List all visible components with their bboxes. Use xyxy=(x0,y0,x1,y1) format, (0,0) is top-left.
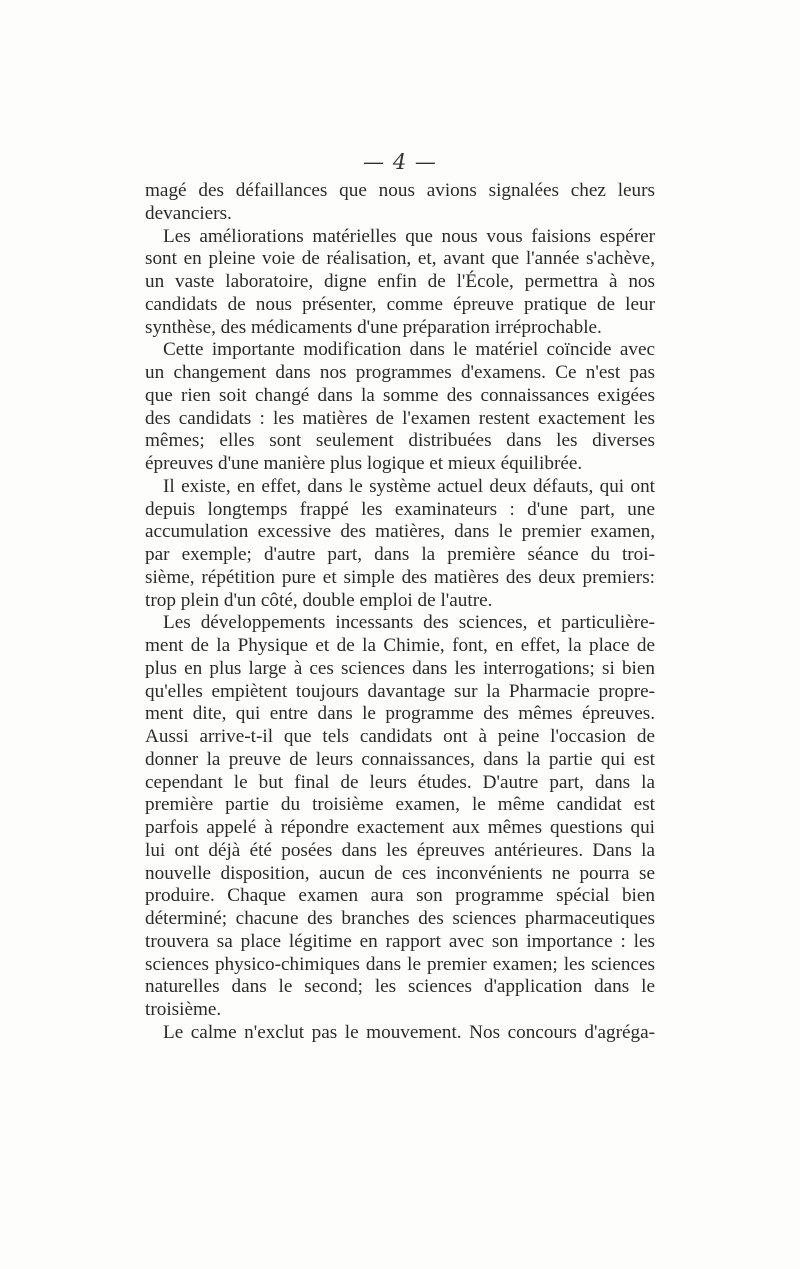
text-line: Les améliorations matérielles que nous vous faisions espérer xyxy=(163,225,655,247)
text-line: cependant le but final de leurs études. D'autre part, dans la xyxy=(145,771,655,793)
text-line: ment de la Physique et de la Chimie, font, en effet, la place de xyxy=(145,635,655,656)
paragraph xyxy=(145,226,655,340)
text-line: depuis longtemps frappé les examinateurs : d'une part, une xyxy=(145,498,655,520)
text-line: déterminé; chacune des branches des sciences pharmaceutiques xyxy=(145,908,655,929)
text-line: devanciers. xyxy=(145,202,232,224)
text-line: ment dite, qui entre dans le programme des mêmes épreuves. xyxy=(145,703,655,725)
text-line: épreuves d'une manière plus logique et mieux équilibrée. xyxy=(145,453,583,474)
text-line: un vaste laboratoire, digne enfin de l'École, permettra à nos xyxy=(145,271,655,292)
text-line: des candidats : les matières de l'examen restent exactement les xyxy=(145,407,655,429)
paragraph xyxy=(145,1022,655,1045)
text-line: naturelles dans le second; les sciences d'application dans le xyxy=(145,976,655,998)
page-number: — 4 — xyxy=(363,150,437,174)
text-line: donner la preuve de leurs connaissances, dans la partie qui est xyxy=(145,748,655,770)
text-line: sième, répétition pure et simple des matières des deux premiers: xyxy=(145,566,655,588)
text-line: Il existe, en effet, dans le système actuel deux défauts, qui ont xyxy=(163,475,655,497)
text-line: Cette importante modification dans le matériel coïncide avec xyxy=(163,339,655,361)
paragraph xyxy=(145,612,655,1022)
text-line: par exemple; d'autre part, dans la première séance du troi- xyxy=(145,544,655,565)
text-line: plus en plus large à ces sciences dans les interrogations; si bien xyxy=(145,657,655,679)
text-line: candidats de nous présenter, comme épreuve pratique de leur xyxy=(145,293,655,315)
text-line: trop plein d'un côté, double emploi de l'autre. xyxy=(145,589,493,611)
text-line: Aussi arrive-t-il que tels candidats ont à peine l'occasion de xyxy=(145,726,655,747)
paragraph xyxy=(145,476,655,613)
text-line: première partie du troisième examen, le même candidat est xyxy=(145,794,655,816)
text-line: que rien soit changé dans la somme des connaissances exigées xyxy=(145,384,655,406)
text-line: un changement dans nos programmes d'examens. Ce n'est pas xyxy=(145,362,655,383)
text-line: magé des défaillances que nous avions signalées chez leurs xyxy=(145,180,655,201)
text-line: accumulation excessive des matières, dans le premier examen, xyxy=(145,521,655,543)
text-line: qu'elles empiètent toujours davantage sur la Pharmacie propre- xyxy=(145,680,655,702)
text-line: trouvera sa place légitime en rapport avec son importance : les xyxy=(145,930,655,952)
text-line: produire. Chaque examen aura son programme spécial bien xyxy=(145,885,655,907)
paragraph xyxy=(145,339,655,476)
paragraph xyxy=(145,180,655,226)
text-line: Le calme n'exclut pas le mouvement. Nos concours d'agréga- xyxy=(163,1021,655,1043)
text-line: synthèse, des médicaments d'une préparation irréprochable. xyxy=(145,316,602,338)
text-line: parfois appelé à répondre exactement aux mêmes questions qui xyxy=(145,817,655,838)
body-text xyxy=(145,180,655,1045)
text-line: sont en pleine voie de réalisation, et, avant que l'année s'achève, xyxy=(145,248,655,270)
text-line: Les développements incessants des sciences, et particulière- xyxy=(163,612,655,634)
text-line: troisième. xyxy=(145,999,222,1020)
text-line: sciences physico-chimiques dans le premier examen; les sciences xyxy=(145,953,655,975)
text-line: nouvelle disposition, aucun de ces inconvénients ne pourra se xyxy=(145,862,655,884)
text-line: mêmes; elles sont seulement distribuées dans les diverses xyxy=(145,430,655,452)
text-line: lui ont déjà été posées dans les épreuves antérieures. Dans la xyxy=(145,839,655,861)
